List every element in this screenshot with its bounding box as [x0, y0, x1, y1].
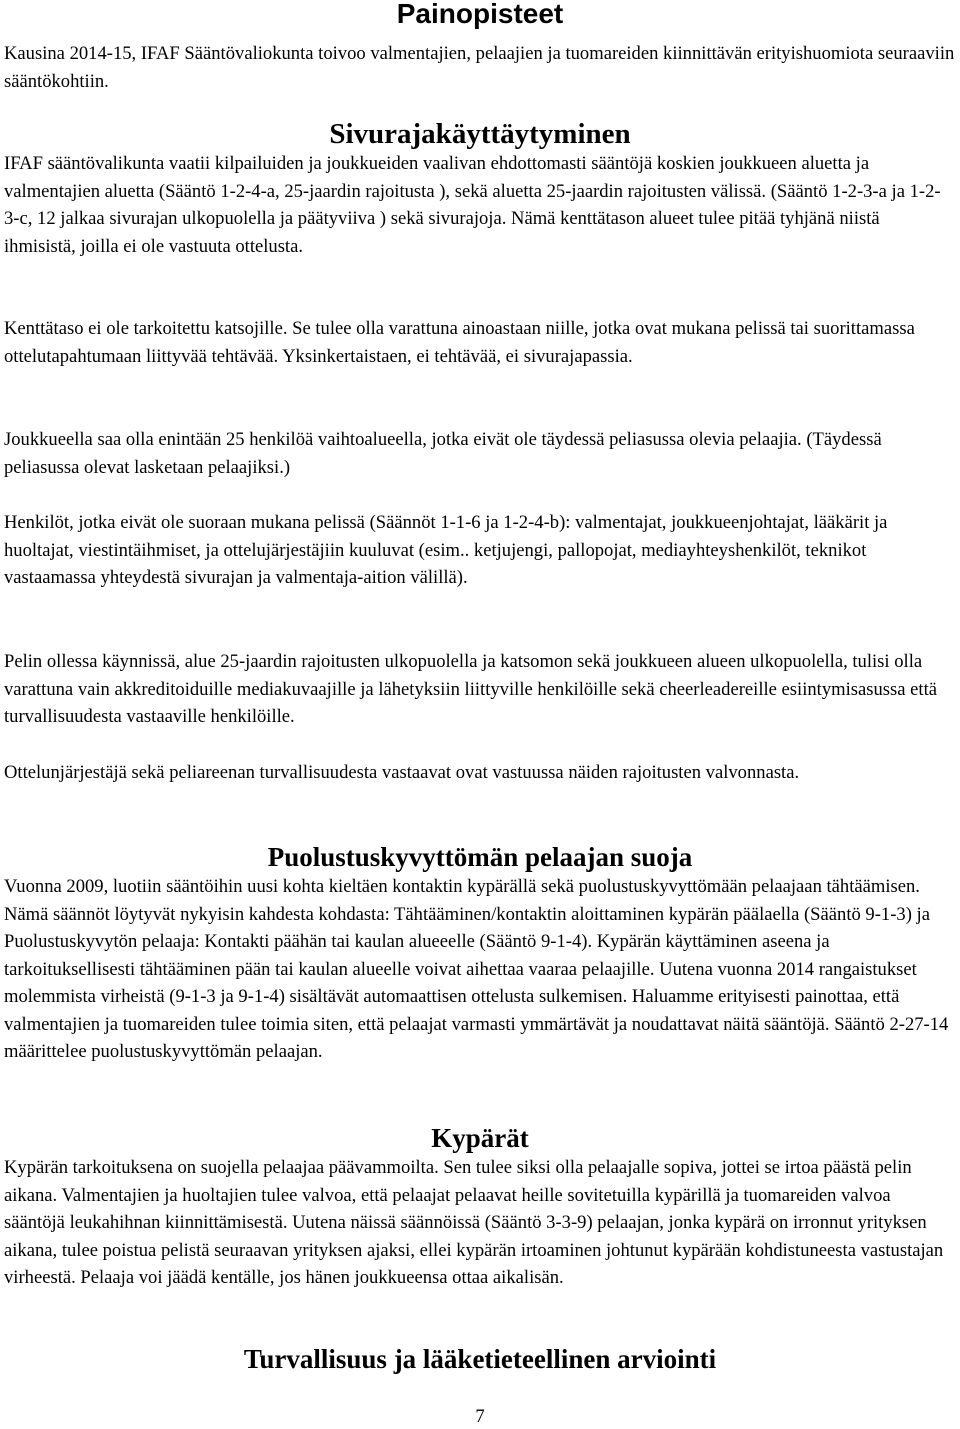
section-title-sivuraja: Sivurajakäyttäytyminen: [329, 118, 631, 150]
body-paragraph: IFAF sääntövalikunta vaatii kilpailuiden ja joukkueiden vaalivan ehdottomasti sääntöjä koskien joukkueen aluetta ja valmentajien aluetta (Sääntö 1-2-4-a, 25-jaardin rajoitusta ), sekä aluetta 25-jaardin rajoitusten välissä. (Sääntö 1-2-3-a ja 1-2-3-c, 12 jalkaa sivurajan ulkopuolella ja päätyviiva ) sekä sivurajoja. Nämä kenttätason alueet tulee pitää tyhjänä niistä ihmisistä, joilla ei ole vastuuta ottelusta.: [4, 153, 941, 257]
section-title-puolustuskyvyton: Puolustuskyvyttömän pelaajan suoja: [267, 842, 693, 872]
intro-paragraph: Kausina 2014-15, IFAF Sääntövaliokunta toivoo valmentajien, pelaajien ja tuomareiden kiinnittävän erityishuomiota seuraaviin sääntökohtiin.: [4, 43, 955, 92]
body-paragraph: Joukkueella saa olla enintään 25 henkilöä vaihtoalueella, jotka eivät ole täydessä peliasussa olevia pelaajia. (Täydessä peliasussa olevat lasketaan pelaajiksi.): [4, 429, 882, 478]
body-paragraph: Ottelunjärjestäjä sekä peliareenan turvallisuudesta vastaavat ovat vastuussa näiden rajoitusten valvonnasta.: [4, 762, 800, 783]
body-paragraph: Kypärän tarkoituksena on suojella pelaajaa päävammoilta. Sen tulee siksi olla pelaajalle sopiva, jottei se irtoa päästä pelin aikana. Valmentajien ja huoltajien tulee valvoa, että pelaajat pelaavat heille sovitetuilla kypärillä ja tuomareiden valvoa sääntöjä leukahihnan kiinnittämisestä. Uutena näissä säännöissä (Sääntö 3-3-9) pelaajan, jonka kypärä on irronnut yrityksen aikana, tulee poistua pelistä seuraavan yrityksen ajaksi, ellei kypärän irtoaminen johtunut kypärään kohdistuneesta vastustajan virheestä. Pelaaja voi jäädä kentälle, jos hänen joukkueensa ottaa aikalisän.: [4, 1157, 944, 1288]
body-paragraph: Pelin ollessa käynnissä, alue 25-jaardin rajoitusten ulkopuolella ja katsomon sekä joukkueen alueen ulkopuolella, tulisi olla varattuna vain akkreditoiduille mediakuvaajille ja lähetyksiin liittyville henkilöille sekä cheerleadereille esiintymisasussa että turvallisuudesta vastaaville henkilöille.: [4, 651, 937, 727]
body-paragraph: Kenttätaso ei ole tarkoitettu katsojille. Se tulee olla varattuna ainoastaan niille, jotka ovat mukana pelissä tai suorittamassa ottelutapahtumaan liittyvää tehtävää. Yksinkertaistaen, ei tehtävää, ei sivurajapassia.: [4, 318, 915, 367]
body-paragraph: Vuonna 2009, luotiin sääntöihin uusi kohta kieltäen kontaktin kypärällä sekä puolustuskyvyttömään pelaajaan tähtäämisen. Nämä säännöt löytyvät nykyisin kahdesta kohdasta: Tähtääminen/kontaktin aloittaminen kypärän päälaella (Sääntö 9-1-3) ja Puolustuskyvytön pelaaja: Kontakti päähän tai kaulan alueeelle (Sääntö 9-1-4). Kypärän käyttäminen aseena ja tarkoituksellisesti tähtääminen pään tai kaulan alueelle voivat aihettaa vaaraa pelaajille. Uutena vuonna 2014 rangaistukset molemmista virheistä (9-1-3 ja 9-1-4) sisältävät automaattisen ottelusta sulkemisen. Haluamme erityisesti painottaa, että valmentajien ja tuomareiden tulee toimia siten, että pelaajat varmasti ymmärtävät ja noudattavat näitä sääntöjä. Sääntö 2-27-14 määrittelee puolustuskyvyttömän pelaajan.: [4, 876, 949, 1062]
section-title-turvallisuus: Turvallisuus ja lääketieteellinen arviointi: [243, 1344, 717, 1374]
section-title-kyparat: Kypärät: [431, 1123, 529, 1153]
page-number: 7: [475, 1406, 485, 1427]
body-paragraph: Henkilöt, jotka eivät ole suoraan mukana pelissä (Säännöt 1-1-6 ja 1-2-4-b): valmentajat, joukkueenjohtajat, lääkärit ja huoltajat, viestintäihmiset, ja ottelujärjestäjiin kuuluvat (esim.. ketjujengi, pallopojat, mediayhteyshenkilöt, teknikot vastaamassa yhteydestä sivurajan ja valmentaja-aition välillä).: [4, 512, 888, 588]
page-title: Painopisteet: [396, 0, 564, 29]
